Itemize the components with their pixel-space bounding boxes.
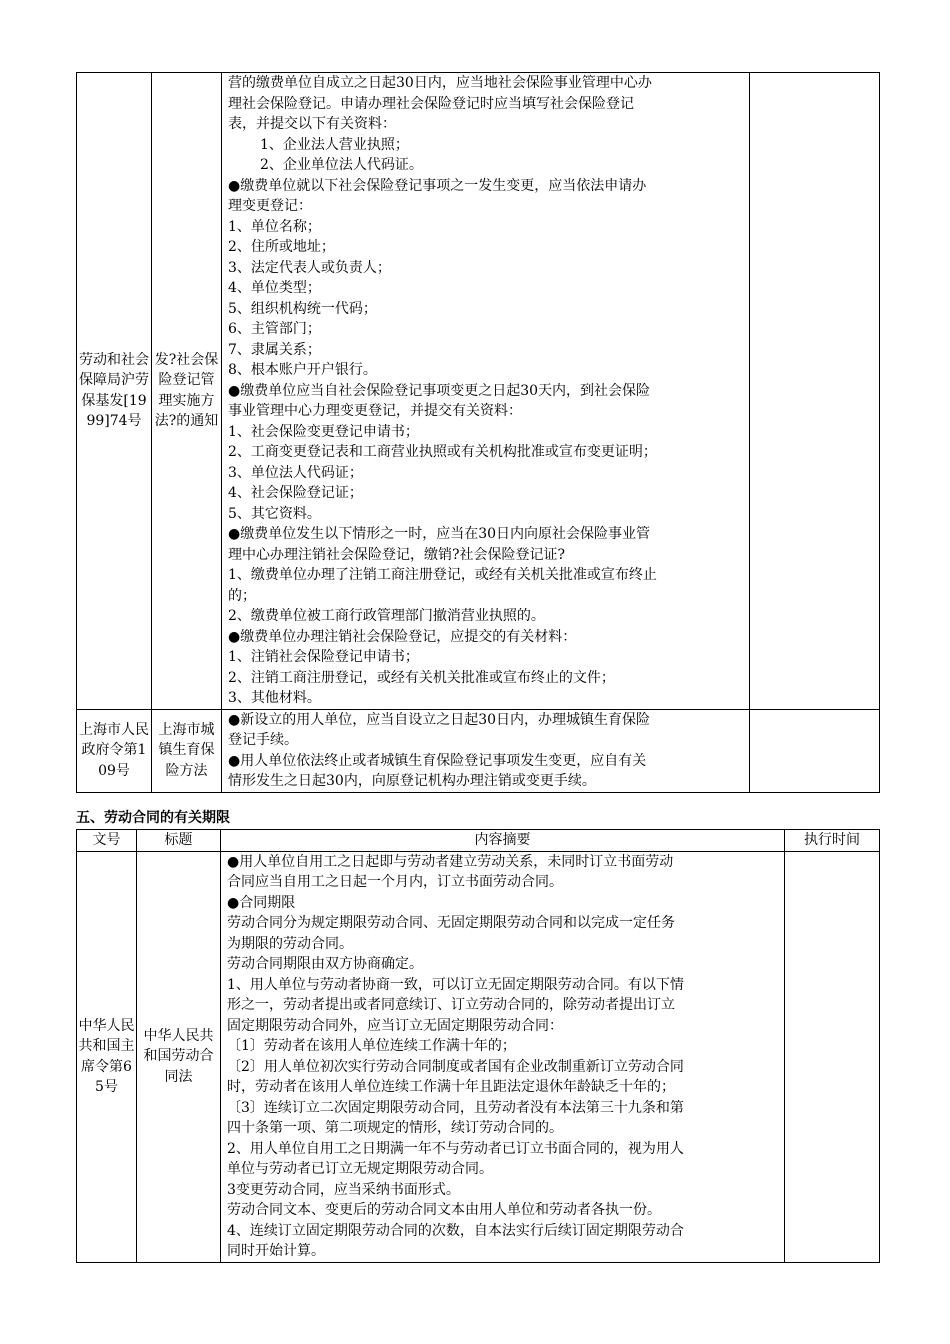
content-line: 5、组织机构统一代码；	[228, 300, 377, 317]
content-line: ●合同期限	[227, 894, 296, 911]
content-line: 表，并提交以下有关资料：	[228, 116, 396, 132]
content-line: 〔2〕用人单位初次实行劳动合同制度或者国有企业改制重新订立劳动合同	[227, 1058, 684, 1075]
doc-title: 中华人民共和国劳动合同法	[143, 1027, 214, 1085]
content-line: 劳动合同分为规定期限劳动合同、无固定期限劳动合同和以完成一定任务	[227, 915, 675, 931]
content-summary-cell	[222, 73, 750, 710]
content-line: 劳动合同文本、变更后的劳动合同文本由用人单位和劳动者各执一份。	[227, 1202, 661, 1218]
content-summary-cell	[222, 709, 750, 792]
content-line: 3、其他材料。	[228, 690, 321, 706]
doc-number: 劳动和社会保障局沪劳保基发[1999]74号	[79, 351, 149, 430]
exec-time-cell	[750, 709, 880, 792]
content-line: 固定期限劳动合同外，应当订立无固定期限劳动合同：	[227, 1017, 563, 1034]
content-line: 2、用人单位自用工之日期满一年不与劳动者已订立书面合同的，视为用人	[227, 1140, 684, 1157]
table-header-row	[77, 830, 880, 852]
doc-title: 上海市城镇生育保险方法	[158, 721, 215, 779]
content-line: 3、法定代表人或负责人；	[228, 259, 391, 276]
content-line: 劳动合同期限由双方协商确定。	[227, 956, 423, 972]
content-line: 7、隶属关系；	[228, 341, 321, 358]
content-line: 四十条第一项、第二项规定的情形，续订劳动合同的。	[227, 1120, 563, 1136]
content-line: 1、注销社会保险登记申请书；	[228, 649, 419, 665]
labor-contract-table	[76, 829, 880, 1263]
content-line: 1、缴费单位办理了注销工商注册登记，或经有关机关批准或宣布终止	[228, 567, 657, 583]
content-line: 单位与劳动者已订立无规定期限劳动合同。	[227, 1161, 493, 1177]
content-line: 2、缴费单位被工商行政管理部门撤消营业执照的。	[228, 608, 545, 624]
table-row	[77, 851, 880, 1262]
content-line: 〔3〕连续订立二次固定期限劳动合同，且劳动者没有本法第三十九条和第	[227, 1099, 684, 1116]
content-line: 3变更劳动合同，应当采纳书面形式。	[227, 1181, 460, 1198]
content-line: 8、根本账户开户银行。	[228, 362, 377, 378]
title-cell	[152, 73, 222, 710]
content-line: 5、其它资料。	[228, 505, 321, 522]
doc-title: 发?社会保险登记管理实施方法?的通知	[154, 351, 219, 430]
header-doc-number: 文号	[77, 830, 137, 852]
content-line: 的；	[228, 587, 256, 604]
content-line: 时，劳动者在该用人单位连续工作满十年且距法定退休年龄缺乏十年的；	[227, 1079, 675, 1095]
content-summary-cell	[221, 851, 785, 1262]
header-exec-time: 执行时间	[785, 830, 880, 852]
header-content-summary: 内容摘要	[221, 830, 785, 852]
content-line: ●用人单位自用工之日起即与劳动者建立劳动关系，未同时订立书面劳动	[227, 853, 674, 870]
content-line: 1、用人单位与劳动者协商一致，可以订立无固定期限劳动合同。有以下情	[227, 976, 684, 993]
content-line: 1、企业法人营业执照；	[260, 136, 409, 153]
content-line: 登记手续。	[228, 732, 298, 748]
content-line: 情形发生之日起30内，向原登记机构办理注销或变更手续。	[228, 773, 596, 789]
doc-number: 中华人民共和国主席令第65号	[78, 1017, 135, 1095]
doc-number-cell	[77, 851, 137, 1262]
content-line: 〔1〕劳动者在该用人单位连续工作满十年的；	[227, 1038, 516, 1054]
section-heading: 五、劳动合同的有关期限	[76, 810, 230, 826]
content-line: 2、注销工商注册登记，或经有关机关批准或宣布终止的文件；	[228, 669, 615, 686]
title-cell	[152, 709, 222, 792]
header-title: 标题	[137, 830, 221, 852]
table-row	[77, 709, 880, 792]
content-line: 4、社会保险登记证；	[228, 485, 363, 501]
content-line: 2、企业单位法人代码证。	[260, 157, 423, 173]
content-line: ●缴费单位办理注销社会保险登记，应提交的有关材料：	[228, 628, 577, 645]
content-line: ●新设立的用人单位，应当自设立之日起30日内，办理城镇生育保险	[228, 711, 651, 728]
content-line: 2、工商变更登记表和工商营业执照或有关机构批准或宣布变更证明；	[228, 444, 657, 460]
content-line: 同时开始计算。	[227, 1243, 325, 1259]
title-cell	[137, 851, 221, 1262]
content-line: 6、主管部门；	[228, 321, 321, 337]
doc-number-cell	[77, 73, 152, 710]
doc-number-cell	[77, 709, 152, 792]
content-line: 营的缴费单位自成立之日起30日内，应当地社会保险事业管理中心办	[228, 75, 652, 91]
content-line: 4、单位类型；	[228, 280, 321, 296]
content-line: 4、连续订立固定期限劳动合同的次数，自本法实行后续订固定期限劳动合	[227, 1222, 684, 1239]
content-line: 合同应当自用工之日起一个月内，订立书面劳动合同。	[227, 874, 563, 890]
content-line: 形之一，劳动者提出或者同意续订、订立劳动合同的，除劳动者提出订立	[227, 997, 675, 1013]
content-line: 理社会保险登记。申请办理社会保险登记时应当填写社会保险登记	[228, 95, 634, 112]
exec-time-cell	[750, 73, 880, 710]
content-line: ●缴费单位应当自社会保险登记事项变更之日起30天内，到社会保险	[228, 382, 651, 399]
exec-time-cell	[785, 851, 880, 1262]
content-line: 理变更登记：	[228, 198, 312, 214]
doc-number: 上海市人民政府令第109号	[79, 721, 149, 779]
content-line: 事业管理中心力理变更登记，并提交有关资料：	[228, 403, 522, 419]
content-line: 3、单位法人代码证；	[228, 464, 363, 481]
content-line: 为期限的劳动合同。	[227, 935, 353, 952]
content-line: ●缴费单位发生以下情形之一时，应当在30日内向原社会保险事业管	[228, 526, 651, 542]
content-line: 1、社会保险变更登记申请书；	[228, 423, 419, 440]
social-insurance-table	[76, 72, 880, 793]
content-line: 理中心办理注销社会保险登记，缴销?社会保险登记证?	[228, 546, 566, 563]
content-line: ●用人单位依法终止或者城镇生育保险登记事项发生变更，应自有关	[228, 752, 647, 769]
table-row	[77, 73, 880, 710]
content-line: 1、单位名称；	[228, 218, 321, 235]
content-line: ●缴费单位就以下社会保险登记事项之一发生变更，应当依法申请办	[228, 177, 647, 194]
content-line: 2、住所或地址；	[228, 239, 335, 255]
